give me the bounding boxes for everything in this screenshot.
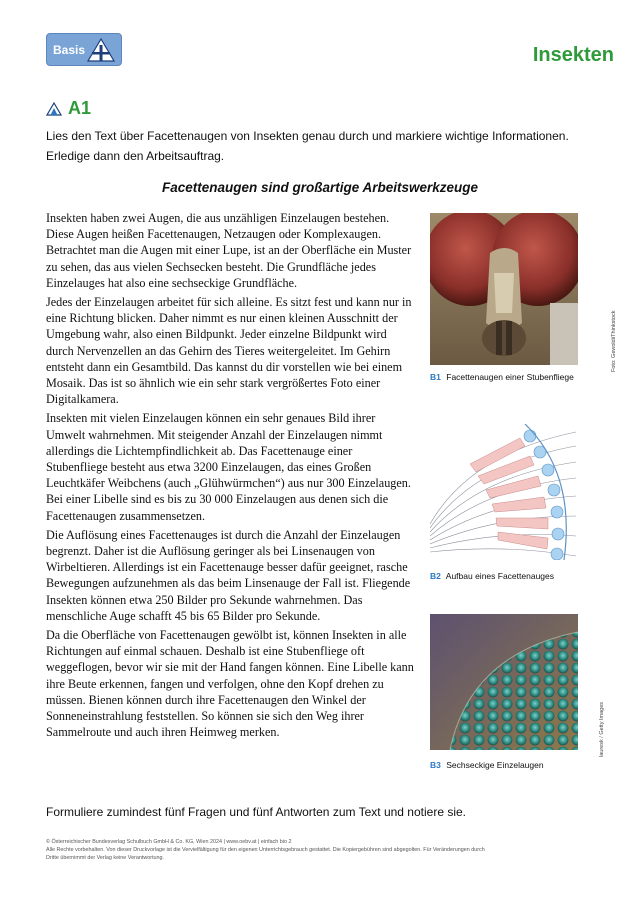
figure-b2-caption	[430, 571, 554, 581]
page-title: Insekten	[532, 44, 614, 66]
task-instructions: Lies den Text über Facettenaugen von Insekten genau durch und markiere wichtige Informationen. Erledige dann den Arbeitsauftrag.	[46, 129, 569, 163]
figure-b3-caption-text: Sechseckige Einzelaugen	[446, 760, 544, 770]
paragraph: Insekten haben zwei Augen, die aus unzähligen Einzelaugen bestehen. Diese Augen heißen Facettenaugen, Netzaugen oder Komplexaugen. Betrachtet man die Augen mit einer Lupe, ist an der Oberfläche ein Muster zu sehen, das aus vielen Sechsecken besteht. Die Grundfläche jedes Einzelauges hat also eine sechseckige Grundfläche.	[46, 211, 412, 290]
figure-b3-credit: lauresk / Getty Images	[599, 701, 605, 757]
footer-line-3: Dritte übernimmt der Verlag keine Verantwortung.	[46, 855, 165, 861]
figure-b3-caption	[430, 760, 544, 770]
article-title: Facettenaugen sind großartige Arbeitswerkzeuge	[161, 180, 479, 195]
paragraph: Insekten mit vielen Einzelaugen können ein sehr genaues Bild ihrer Umwelt wahrnehmen. Mit steigender Anzahl der Einzelaugen nimmt allerdings die Lichtempfindlichkeit ab. Das Facettenauge einer Stubenfliege besteht aus etwa 3200 Einzelaugen, das eines Großen Leuchtkäfer Weibchens (auch „Glühwürmchen“) aus nur 300 Einzelaugen. Bei einer Libelle sind es bis zu 30 000 Einzelaugen aus denen sich die Facettenaugen zusammensetzen.	[46, 411, 411, 523]
assignment-text: Formuliere zumindest fünf Fragen und fünf Antworten zum Text und notiere sie.	[46, 805, 466, 819]
task-label: A1	[68, 98, 92, 118]
logo-text: Basis	[53, 43, 86, 57]
footer-line-1: © Österreichischer Bundesverlag Schulbuch GmbH & Co. KG, Wien 2024 | www.oebv.at | einfach bio 2	[46, 839, 292, 845]
figure-b1-caption	[430, 372, 574, 382]
figure-b3-number: B3	[430, 760, 441, 770]
footer-copyright	[46, 838, 586, 862]
paragraph: Jedes der Einzelaugen arbeitet für sich alleine. Es sitzt fest und kann nur in eine Richtung blicken. Daher nimmt es nur einen kleinen Ausschnitt der Umgebung wahr, also einen Bildpunkt. Jeder einzelne Bildpunkt wird durch Nervenzellen an das Gehirn des Tieres weitergeleitet. Im Gehirn entsteht dann ein Gesamtbild. Das kannst du dir vorstellen wie bei einem Mosaik. Das ist so ähnlich wie ein sehr stark vergrößertes Foto einer Digitalkamera.	[46, 295, 412, 407]
figure-b1-credit: Foto: GewoldiiThinkstock	[611, 310, 617, 372]
figure-b1-caption-text: Facettenaugen einer Stubenfliege	[446, 372, 574, 382]
figure-b3-facets-photo	[430, 614, 578, 750]
basis-logo-icon	[86, 37, 116, 63]
figure-b2-eye-diagram	[430, 424, 576, 560]
article-body	[46, 210, 416, 744]
basis-logo	[46, 33, 122, 66]
figure-b2-caption-text: Aufbau eines Facettenauges	[445, 571, 554, 581]
figure-b1-number: B1	[430, 372, 441, 382]
paragraph: Die Auflösung eines Facettenauges ist durch die Anzahl der Einzelaugen begrenzt. Daher ist die Auflösung geringer als bei Linsenaugen von Wirbeltieren. Allerdings ist ein Facettenauge besser dafür geeignet, rasche Bewegungen aufzunehmen als das beim Linsenauge der Fall ist. Fliegende Insekten können etwa 250 Bilder pro Sekunde wahrnehmen. Das menschliche Auge schafft 45 bis 65 Bilder pro Sekunde.	[46, 527, 411, 623]
level-triangle-icon	[46, 102, 62, 116]
figure-b1-fly-photo	[430, 213, 578, 365]
figure-b2-number: B2	[430, 571, 441, 581]
paragraph: Da die Oberfläche von Facettenaugen gewölbt ist, können Insekten in alle Richtungen auf einmal schauen. Deshalb ist eine Stubenfliege oft weggeflogen, bevor wir sie mit der Hand fangen können. Eine Libelle kann ihre Beute erkennen, fangen und verfolgen, ohne den Kopf drehen zu müssen. Bienen können durch ihre Facettenaugen den Winkel der Sonneneinstrahlung feststellen. So können sie sich den Weg ihrer Sammelroute und auch ihren Heimweg merken.	[46, 628, 414, 740]
footer-line-2: Alle Rechte vorbehalten. Von dieser Druckvorlage ist die Vervielfältigung für den eigenen Unterrichtsgebrauch gestattet. Die Kopiergebühren sind abgegolten. Für Veränderungen durch	[46, 847, 485, 853]
